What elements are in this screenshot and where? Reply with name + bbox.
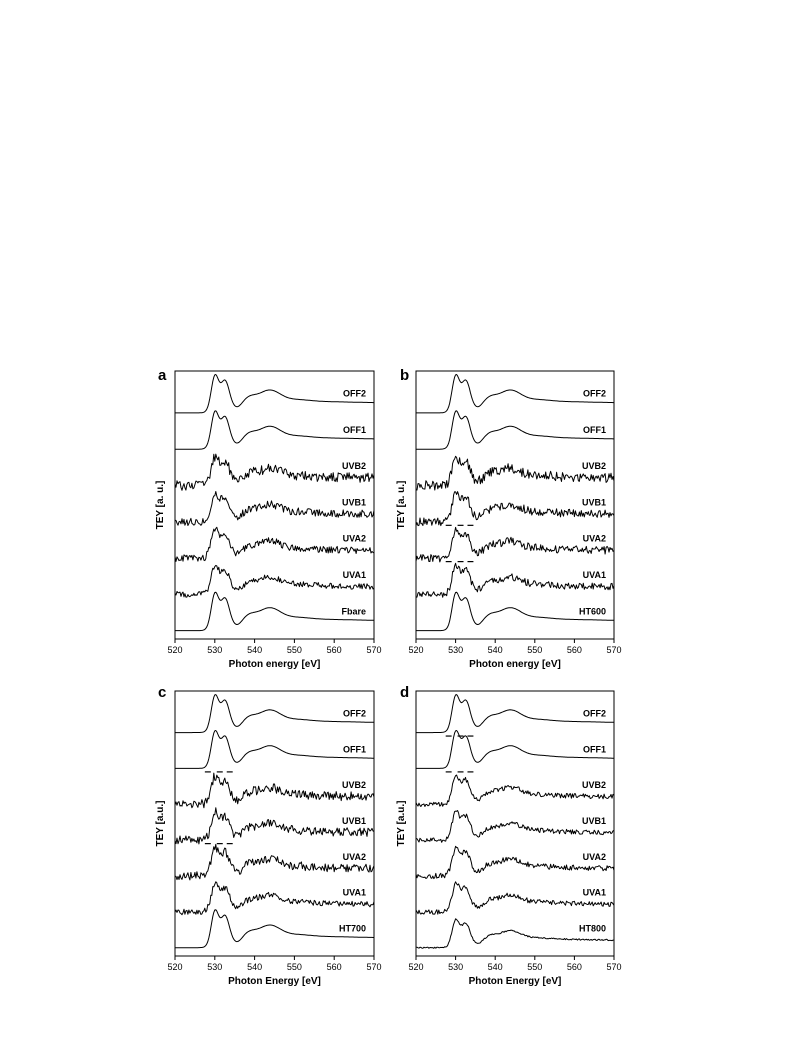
trace-label: OFF2 [582,708,606,719]
trace-label: OFF2 [342,388,366,399]
x-axis-label: Photon Energy [eV] [228,976,321,987]
trace-label: UVB1 [581,815,606,826]
trace-uva2 [175,844,374,880]
x-tick-label: 540 [247,962,263,972]
x-axis-label: Photon Energy [eV] [468,976,562,987]
trace-label: HT800 [578,923,606,934]
trace-label: OFF2 [582,388,606,399]
trace-label: UVA1 [342,887,366,898]
trace-uva1 [416,882,614,914]
panel-letter: d [400,684,410,701]
x-tick-label: 570 [366,645,382,655]
x-tick-label: 570 [606,645,622,655]
trace-label: OFF1 [582,744,606,755]
trace-label: UVB2 [341,780,366,791]
x-tick-label: 520 [167,962,183,972]
x-tick-label: 530 [207,645,223,655]
x-tick-label: 550 [527,962,543,972]
x-tick-label: 530 [448,645,464,655]
trace-label: OFF2 [342,708,366,719]
y-axis-label: TEY [a.u.] [396,800,407,847]
trace-label: UVA2 [342,851,366,862]
panel-letter: b [400,367,410,384]
trace-label: HT700 [338,923,366,934]
trace-uvb2 [175,454,374,490]
x-tick-label: 530 [448,962,464,972]
x-tick-label: 530 [207,962,223,972]
x-tick-label: 570 [606,962,622,972]
x-tick-label: 540 [487,645,503,655]
trace-label: UVB1 [341,497,366,508]
trace-label: UVA2 [342,533,366,544]
trace-uva2 [175,527,374,561]
trace-label: Fbare [341,606,366,617]
trace-label: UVA1 [582,887,606,898]
x-axis-label: Photon energy [eV] [469,659,561,670]
x-tick-label: 570 [366,962,382,972]
x-tick-label: 560 [326,645,342,655]
panel-b [396,367,622,670]
trace-label: UVA2 [582,533,606,544]
x-tick-label: 550 [527,645,543,655]
trace-uvb2 [175,773,374,808]
trace-label: UVB2 [341,461,366,472]
trace-label: UVA1 [342,570,366,581]
y-axis-label: TEY [a.u.] [155,800,166,847]
x-tick-label: 520 [408,645,424,655]
x-tick-label: 550 [286,962,302,972]
trace-label: UVB2 [581,780,606,791]
x-axis-label: Photon energy [eV] [228,659,321,670]
trace-label: OFF1 [582,424,606,435]
x-tick-label: 550 [286,645,302,655]
trace-uva1 [416,563,614,597]
trace-label: UVA1 [582,570,606,581]
panel-letter: c [158,684,167,701]
panel-c [155,684,382,987]
trace-label: UVB2 [581,461,606,472]
trace-label: UVB1 [341,815,366,826]
x-tick-label: 540 [247,645,263,655]
panel-letter: a [158,367,167,384]
trace-label: OFF1 [342,424,366,435]
x-tick-label: 560 [566,962,582,972]
trace-label: UVA2 [582,851,606,862]
trace-label: OFF1 [342,744,366,755]
trace-label: HT600 [578,606,606,617]
y-axis-label: TEY [a. u.] [396,480,407,530]
x-tick-label: 520 [167,645,183,655]
trace-label: UVB1 [581,497,606,508]
panel-d [396,684,622,987]
y-axis-label: TEY [a. u.] [155,480,166,530]
x-tick-label: 540 [487,962,503,972]
x-tick-label: 520 [408,962,424,972]
x-tick-label: 560 [326,962,342,972]
trace-uva2 [416,527,614,562]
panel-a [155,367,382,670]
x-tick-label: 560 [566,645,582,655]
